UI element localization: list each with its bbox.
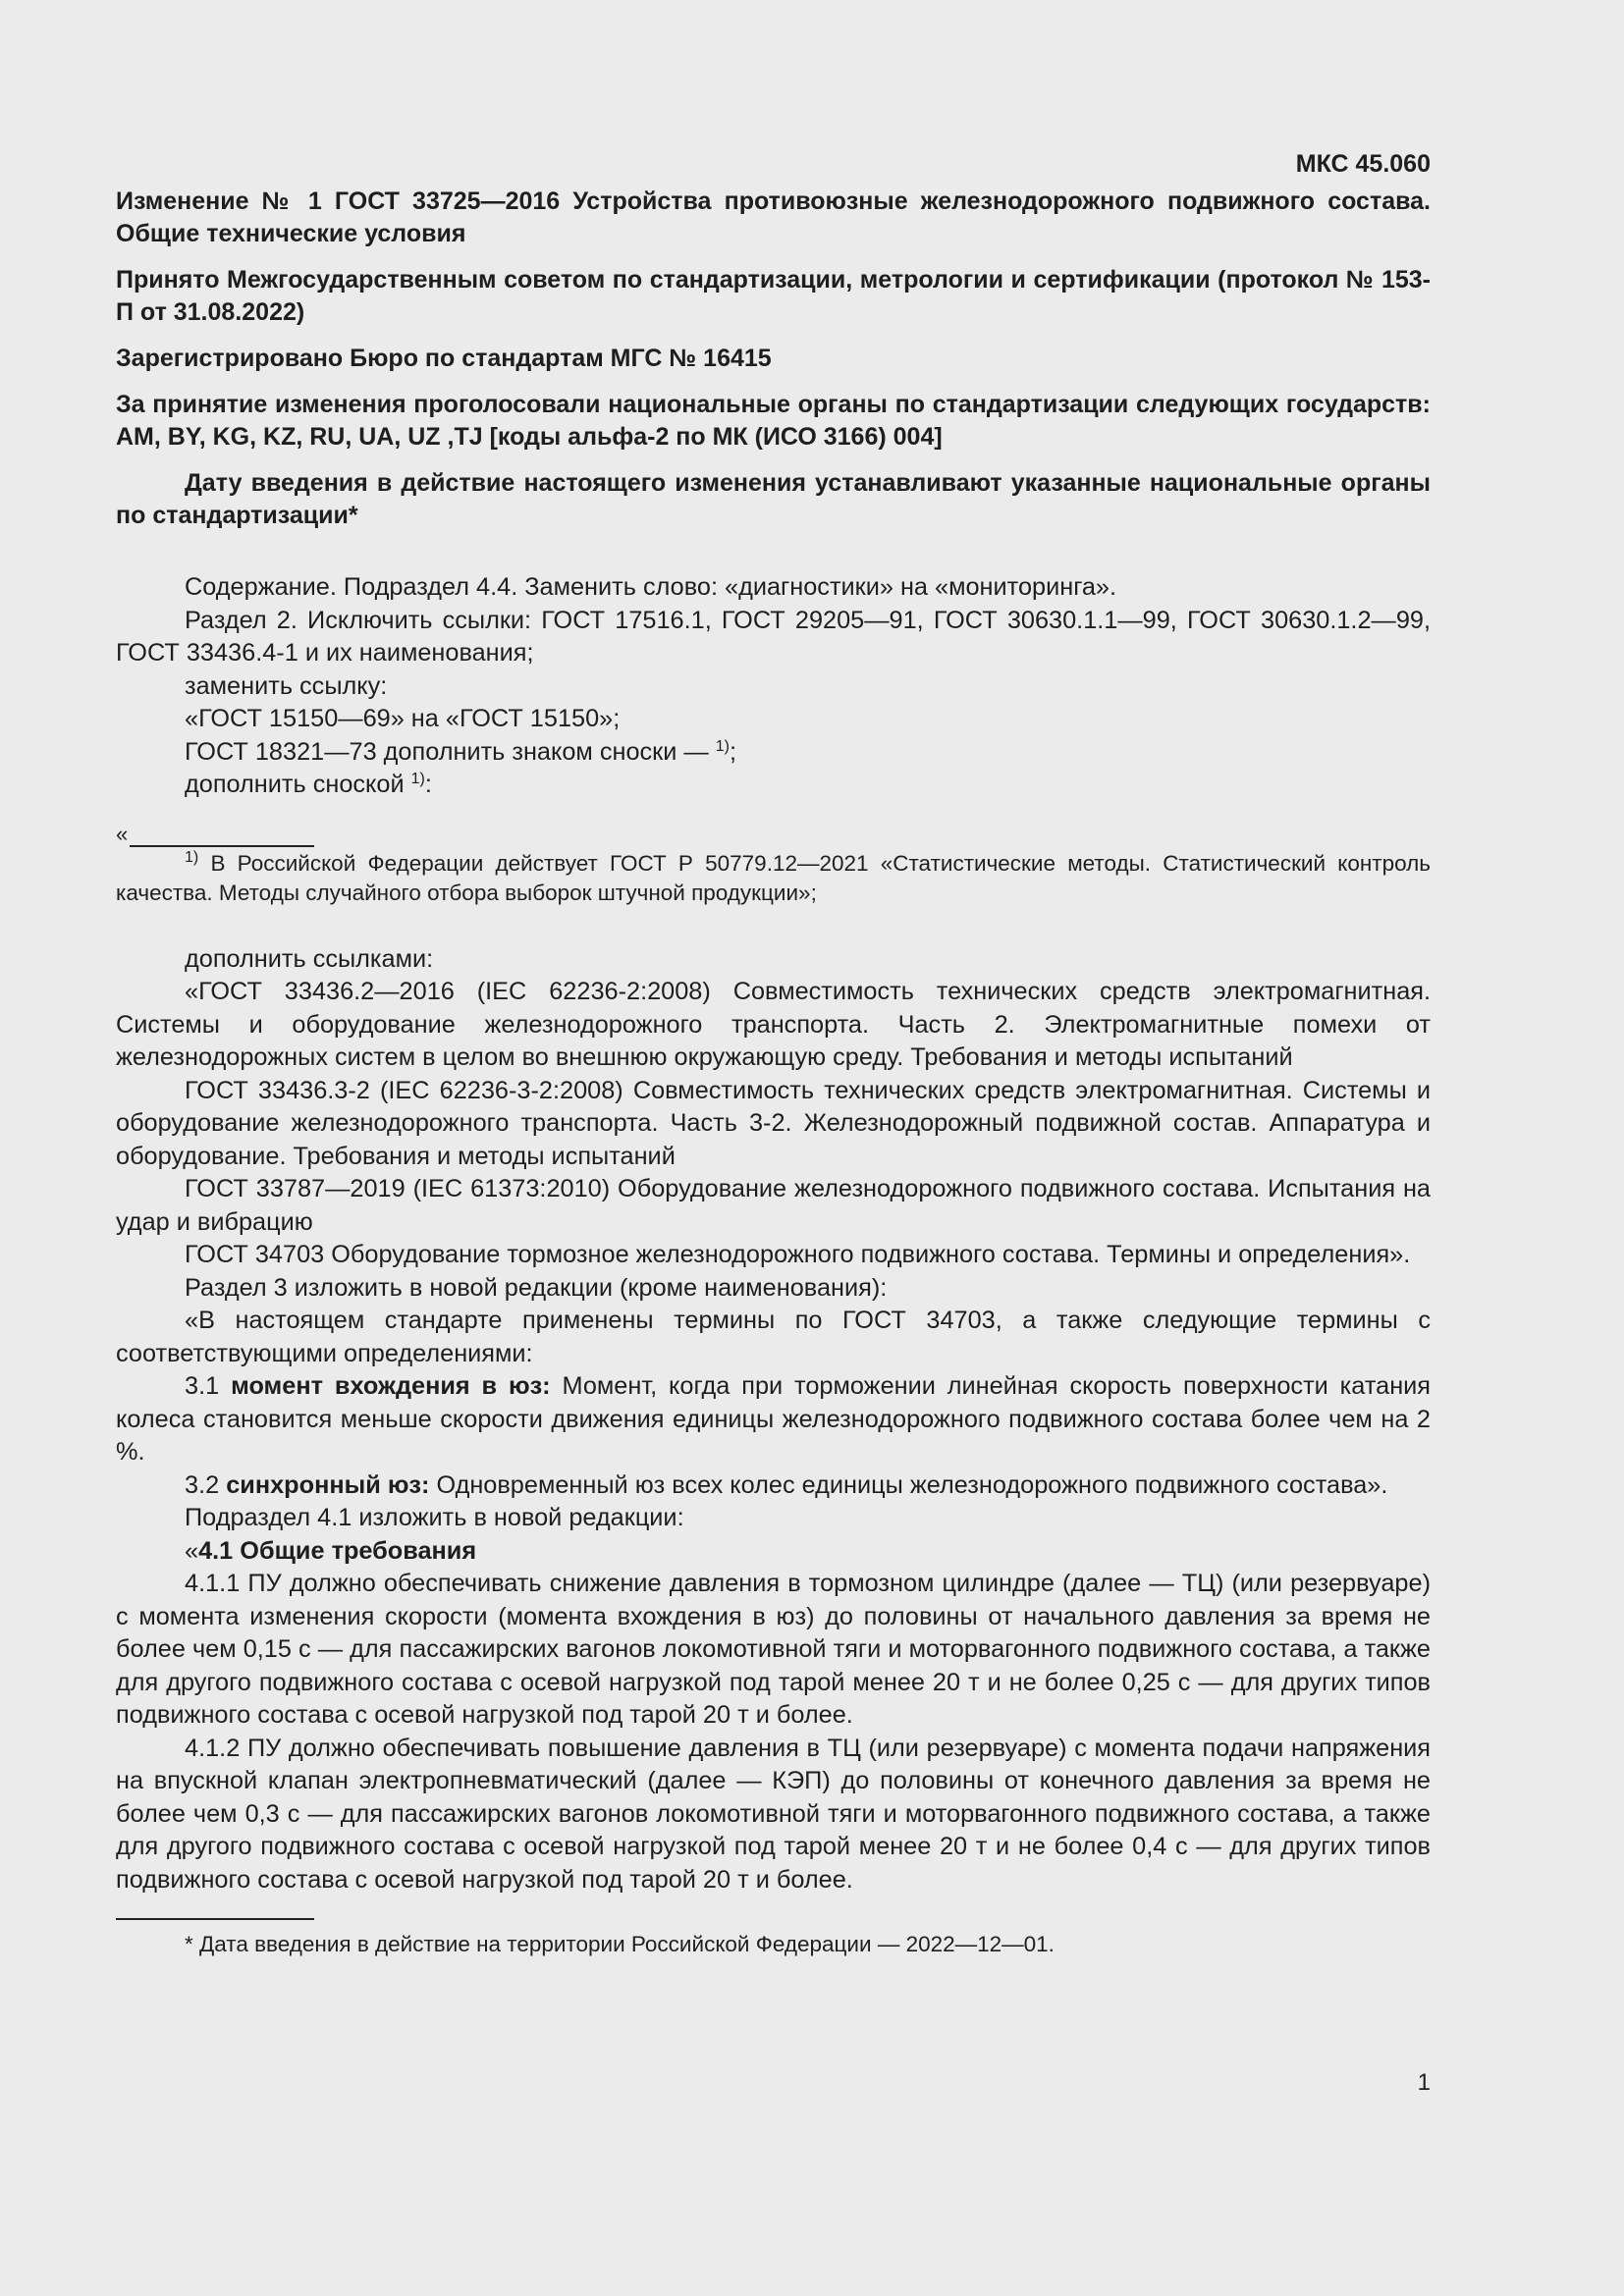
paragraph: Раздел 2. Исключить ссылки: ГОСТ 17516.1, ГОСТ 29205—91, ГОСТ 30630.1.1—99, ГОСТ 30630.1.2—99, ГОСТ 33436.4-1 и их наименования; xyxy=(116,606,1431,667)
open-quote: « xyxy=(116,821,129,846)
footnote-separator xyxy=(116,1918,314,1920)
footnote-mark: 1) xyxy=(715,737,730,755)
paragraph: ГОСТ 33436.3-2 (IEC 62236-3-2:2008) Совместимость технических средств электромагнитная. Системы и оборудование железнодорожного транспорта. Часть 3-2. Железнодорожный подвижной состав. Аппаратура и оборудование. Требования и методы испытаний xyxy=(116,1076,1431,1170)
term-definition: 3.2 синхронный юз: Одновременный юз всех колес единицы железнодорожного подвижного состава». xyxy=(185,1470,1388,1499)
paragraph: 4.1.2 ПУ должно обеспечивать повышение давления в ТЦ (или резервуаре) с момента подачи напряжения на впускной клапан электропневматический (далее — КЭП) до половины от конечного давления за время не более чем 0,3 с — для пассажирских вагонов локомотивной тяги и моторвагонного подвижного состава, а также для другого подвижного состава с осевой нагрузкой под тарой менее 20 т и не более 0,4 с — для других типов подвижного состава с осевой нагрузкой под тарой 20 т и более. xyxy=(116,1734,1431,1894)
paragraph: Раздел 3 изложить в новой редакции (кроме наименования): xyxy=(185,1273,888,1302)
paragraph: Подраздел 4.1 изложить в новой редакции: xyxy=(185,1504,684,1531)
paragraph: «ГОСТ 15150—69» на «ГОСТ 15150»; xyxy=(185,705,621,732)
page-footnote: * Дата введения в действие на территории Российской Федерации — 2022—12—01. xyxy=(185,1932,1055,1956)
inserted-footnote xyxy=(116,821,1431,908)
footnote-mark: 1) xyxy=(410,771,425,787)
page-number: 1 xyxy=(1417,2069,1431,2096)
voting-info: За принятие изменения проголосовали национальные органы по стандартизации следующих государств: AM, BY, KG, KZ, RU, UA, UZ ,TJ [коды альфа-2 по МК (ИСО 3166) 004] xyxy=(116,391,1431,451)
term-definition: 3.1 момент вхождения в юз: Момент, когда при торможении линейная скорость поверхности катания колеса становится меньше скорости движения единицы железнодорожного подвижного состава более чем на 2 %. xyxy=(116,1372,1431,1466)
subsection-heading: «4.1 Общие требования xyxy=(185,1536,477,1565)
classification-code: МКС 45.060 xyxy=(1295,150,1431,178)
paragraph: заменить ссылку: xyxy=(185,671,388,700)
term: синхронный юз: xyxy=(226,1470,430,1499)
paragraph: дополнить ссылками: xyxy=(185,944,434,973)
term: момент вхождения в юз: xyxy=(231,1372,551,1400)
paragraph: ГОСТ 34703 Оборудование тормозное железнодорожного подвижного состава. Термины и определения». xyxy=(185,1241,1411,1268)
paragraph: Содержание. Подраздел 4.4. Заменить слово: «диагностики» на «мониторинга». xyxy=(185,573,1117,601)
amendment-title: Изменение № 1 ГОСТ 33725—2016 Устройства противоюзные железнодорожного подвижного состава. Общие технические условия xyxy=(116,187,1431,247)
paragraph: ГОСТ 33787—2019 (IEC 61373:2010) Оборудование железнодорожного подвижного состава. Испытания на удар и вибрацию xyxy=(116,1175,1431,1236)
paragraph: 4.1.1 ПУ должно обеспечивать снижение давления в тормозном цилиндре (далее — ТЦ) (или резервуаре) с момента изменения скорости (момента вхождения в юз) до половины от начального давления за время не более чем 0,15 с — для пассажирских вагонов локомотивной тяги и моторвагонного подвижного состава, а также для другого подвижного состава с осевой нагрузкой под тарой менее 20 т и не более 0,25 с — для других типов подвижного состава с осевой нагрузкой под тарой 20 т и более. xyxy=(116,1570,1431,1729)
footnote-text: $^{1)}$ В Российской Федерации действует ГОСТ Р 50779.12—2021 «Статистические методы. Статистический контроль качества. Методы случайного отбора выборок штучной продукции»; xyxy=(116,848,1431,905)
paragraph: «ГОСТ 33436.2—2016 (IEC 62236-2:2008) Совместимость технических средств электромагнитная. Системы и оборудование железнодорожного транспорта. Часть 2. Электромагнитные помехи от железнодорожных систем в целом во внешнюю окружающую среду. Требования и методы испытаний xyxy=(116,978,1431,1071)
paragraph: дополнить сноской $^{1)}$: xyxy=(185,771,432,798)
paragraph: «В настоящем стандарте применены термины по ГОСТ 34703, а также следующие термины с соответствующими определениями: xyxy=(116,1307,1431,1367)
footnote-separator xyxy=(130,845,314,847)
registration-info: Зарегистрировано Бюро по стандартам МГС № 16415 xyxy=(116,345,772,372)
effective-date-info: Дату введения в действие настоящего изменения устанавливают указанные национальные органы по стандартизации* xyxy=(116,469,1431,529)
amendment-body-part1 xyxy=(116,571,1431,802)
paragraph: ГОСТ 18321—73 дополнить знаком сноски — $^{1)}$; xyxy=(185,737,736,766)
adoption-info: Принято Межгосударственным советом по стандартизации, метрологии и сертификации (протокол № 153-П от 31.08.2022) xyxy=(116,266,1431,326)
amendment-body-part2 xyxy=(116,943,1431,1897)
